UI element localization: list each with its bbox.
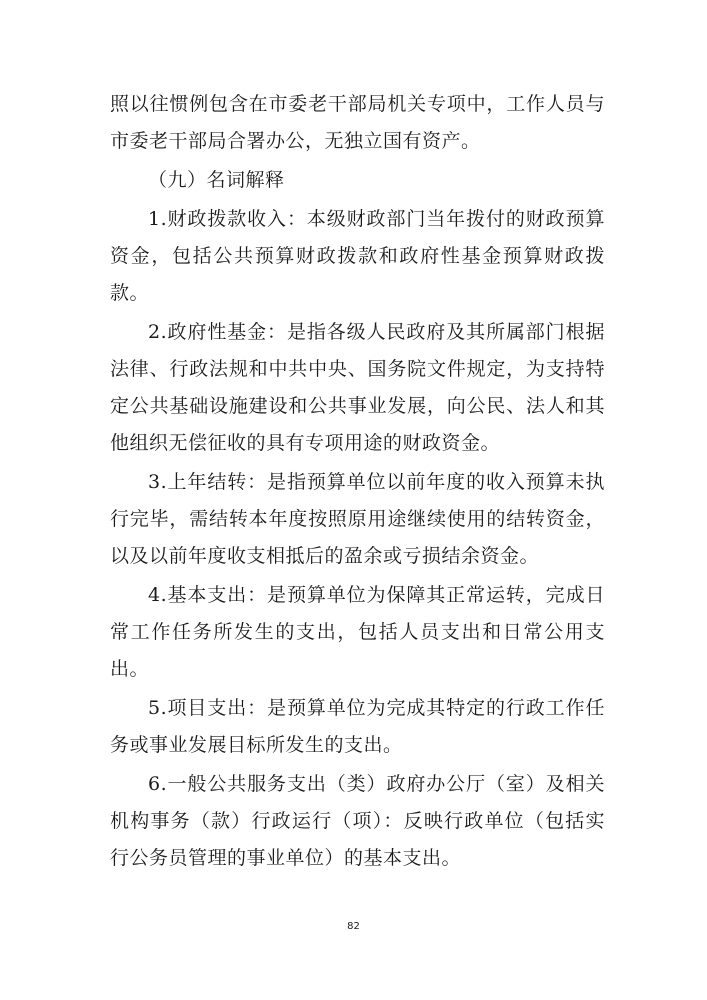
glossary-item-project-expenditure: 5.项目支出：是预算单位为完成其特定的行政工作任务或事业发展目标所发生的支出。 [110, 697, 605, 756]
section-heading-glossary: （九）名词解释 [148, 169, 285, 191]
paragraph-continuation: 照以往惯例包含在市委老干部局机关专项中，工作人员与市委老干部局合署办公，无独立国有资产。 [110, 93, 605, 152]
page-number: 82 [347, 921, 360, 932]
glossary-item-general-public-services: 6.一般公共服务支出（类）政府办公厅（室）及相关机构事务（款）行政运行（项）：反映行政单位（包括实行公务员管理的事业单位）的基本支出。 [110, 773, 605, 869]
glossary-item-carryover: 3.上年结转：是指预算单位以前年度的收入预算未执行完毕，需结转本年度按照原用途继续使用的结转资金，以及以前年度收支相抵后的盈余或亏损结余资金。 [110, 471, 605, 567]
document-body [110, 86, 605, 877]
glossary-item-government-funds: 2.政府性基金：是指各级人民政府及其所属部门根据法律、行政法规和中共中央、国务院文件规定，为支持特定公共基础设施建设和公共事业发展，向公民、法人和其他组织无偿征收的具有专项用途的财政资金。 [110, 321, 605, 454]
glossary-item-fiscal-appropriation-income: 1.财政拨款收入：本级财政部门当年拨付的财政预算资金，包括公共预算财政拨款和政府性基金预算财政拨款。 [110, 208, 605, 304]
glossary-item-basic-expenditure: 4.基本支出：是预算单位为保障其正常运转，完成日常工作任务所发生的支出，包括人员支出和日常公用支出。 [110, 584, 605, 680]
